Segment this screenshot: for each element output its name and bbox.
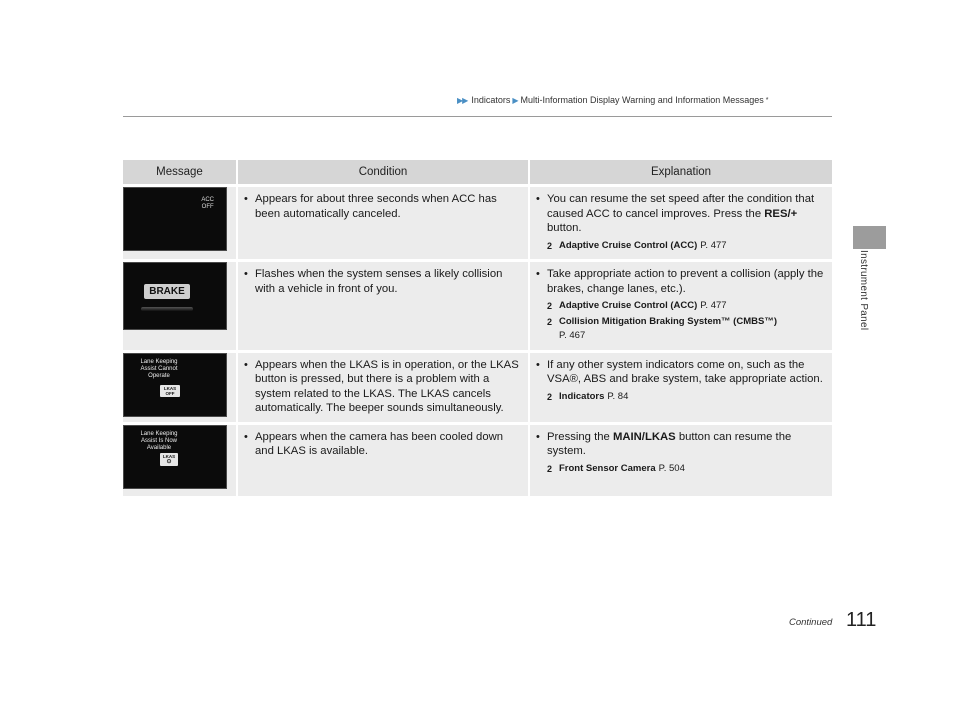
brake-badge: BRAKE [144, 284, 190, 299]
table-row [123, 425, 832, 497]
reference-arrow-icon: 2 [547, 240, 553, 251]
screen-text: OFF [201, 204, 214, 210]
reference-arrow-icon: 2 [547, 391, 553, 402]
explanation-cell [528, 262, 832, 350]
reference-arrow-icon: 2 [547, 316, 553, 327]
cross-reference-link[interactable] [547, 390, 826, 405]
bullet-icon: • [536, 268, 540, 280]
chapter-label: Instrument Panel [858, 250, 869, 331]
table-row [123, 353, 832, 422]
bullet-icon: • [536, 193, 540, 205]
reference-arrow-icon: 2 [547, 463, 553, 474]
cross-reference-link[interactable] [547, 315, 826, 344]
explanation-cell [528, 353, 832, 422]
message-cell [123, 425, 236, 497]
message-cell [123, 262, 236, 350]
bullet-icon: • [244, 430, 248, 443]
lkas-camera-icon [160, 453, 178, 466]
reference-title: Adaptive Cruise Control (ACC) [559, 239, 698, 251]
explanation-text: If any other system indicators come on, such as the VSA®, ABS and brake system, take appropriate action. [547, 358, 823, 385]
page-number: 111 [846, 609, 877, 631]
display-screen-brake [123, 262, 227, 330]
reflection [141, 307, 193, 311]
table-row [123, 187, 832, 259]
bullet-icon: • [244, 268, 248, 280]
table-header-row [123, 160, 832, 184]
table-row [123, 262, 832, 350]
screen-text: Assist Cannot [140, 365, 178, 372]
bullet-icon: • [536, 430, 540, 443]
icon-symbol: ⊙ [166, 458, 172, 465]
condition-text: Appears when the LKAS is in operation, or the LKAS button is pressed, but there is a problem with a system related to the LKAS. The LKAS cancels automatically. The beeper sounds simultaneously. [255, 358, 519, 414]
breadcrumb-section[interactable]: Multi-Information Display Warning and Information Messages [520, 95, 764, 105]
reference-page: P. 84 [607, 390, 629, 402]
screen-text: Available [146, 444, 172, 451]
icon-text: OFF [165, 390, 175, 396]
reference-page: P. 467 [559, 330, 586, 341]
display-screen-acc-off [123, 187, 227, 251]
icon-text: LKAS [163, 385, 177, 391]
explanation-text: button can resume the system. [547, 430, 792, 457]
display-screen-lkas-available [123, 425, 227, 489]
reference-title: Adaptive Cruise Control (ACC) [559, 300, 698, 311]
column-header-condition: Condition [236, 160, 528, 184]
cross-reference-link[interactable] [547, 462, 826, 477]
bullet-icon: • [244, 358, 248, 371]
header-rule [123, 116, 832, 117]
continued-label: Continued [789, 617, 833, 628]
reference-title: Front Sensor Camera [559, 462, 656, 474]
column-header-explanation: Explanation [528, 160, 832, 184]
condition-cell [236, 425, 528, 497]
display-screen-lkas-cannot-operate [123, 353, 227, 417]
reference-arrow-icon: 2 [547, 301, 553, 311]
screen-text: ACC [201, 197, 214, 203]
reference-page: P. 477 [700, 300, 727, 311]
screen-text: Assist Is Now [140, 437, 177, 444]
reference-title: Indicators [559, 390, 605, 402]
reference-title: Collision Mitigation Braking System™ (CMBS™) [559, 315, 777, 327]
explanation-button-name: MAIN/LKAS [612, 430, 676, 443]
breadcrumb-arrow-icon: ▶▶ [457, 95, 468, 105]
explanation-text: You can resume the set speed after the condition that caused ACC to cancel improves. Press the [547, 193, 815, 220]
condition-text: Appears for about three seconds when ACC has been automatically canceled. [255, 193, 497, 220]
breadcrumb-arrow-icon: ▶ [512, 95, 519, 105]
message-table [123, 157, 832, 499]
screen-text: Lane Keeping [140, 358, 178, 365]
footnote-mark: * [765, 96, 769, 104]
breadcrumb [457, 95, 769, 105]
condition-cell [236, 353, 528, 422]
reference-page: P. 504 [658, 462, 685, 474]
message-cell [123, 187, 236, 259]
explanation-cell [528, 187, 832, 259]
explanation-button-name: RES/+ [764, 207, 798, 220]
cross-reference-link[interactable] [547, 299, 826, 314]
explanation-text: button. [547, 222, 582, 234]
screen-text: Lane Keeping [140, 430, 178, 437]
icon-text: LKAS [162, 453, 176, 459]
bullet-icon: • [536, 358, 540, 371]
explanation-cell [528, 425, 832, 497]
cross-reference-link[interactable] [547, 239, 826, 254]
explanation-text: Pressing the [547, 430, 613, 443]
condition-text: Appears when the camera has been cooled down and LKAS is available. [255, 430, 504, 457]
reference-page: P. 477 [700, 239, 727, 251]
chapter-tab [853, 226, 886, 249]
column-header-message: Message [123, 160, 236, 184]
lkas-off-icon [160, 385, 180, 397]
condition-text: Flashes when the system senses a likely collision with a vehicle in front of you. [255, 268, 503, 295]
message-cell [123, 353, 236, 422]
screen-text: Operate [148, 372, 170, 379]
explanation-text: Take appropriate action to prevent a collision (apply the brakes, change lanes, etc.). [547, 268, 824, 295]
breadcrumb-indicators[interactable]: Indicators [471, 95, 511, 105]
condition-cell [236, 262, 528, 350]
condition-cell [236, 187, 528, 259]
bullet-icon: • [244, 193, 248, 205]
